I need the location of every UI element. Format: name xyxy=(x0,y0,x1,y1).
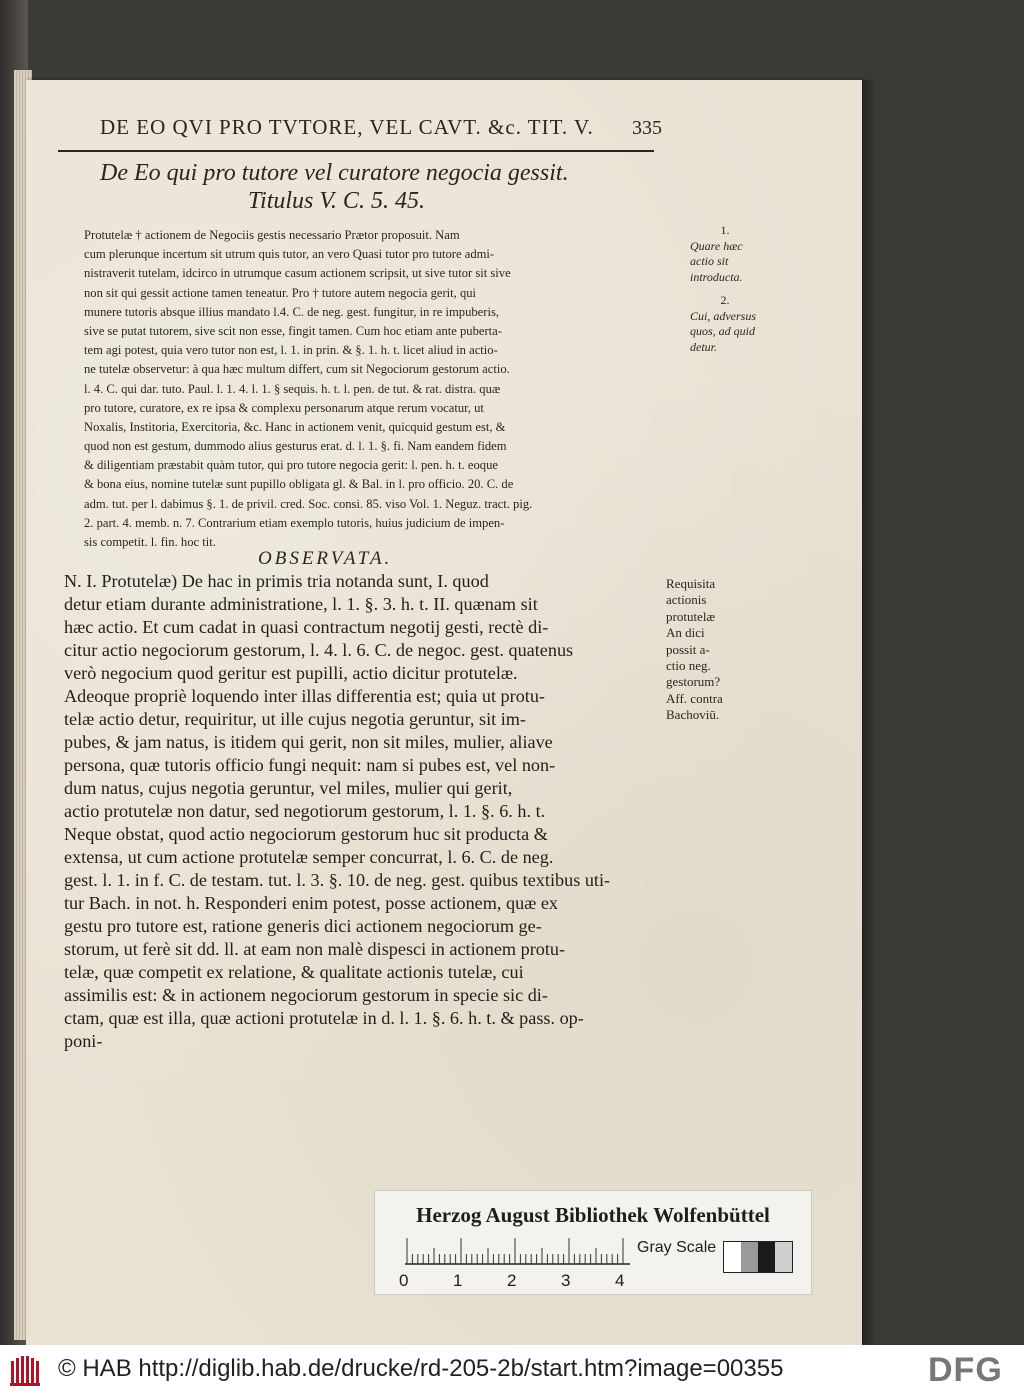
body-line: verò negocium quod geritur est pupilli, actio dicitur protutelæ. xyxy=(64,663,518,683)
intro-line: quod non est gestum, dummodo alius gesturus erat. d. l. 1. §. fi. Nam eandem fidem xyxy=(84,439,507,454)
gray-swatch xyxy=(724,1242,741,1272)
intro-line: Noxalis, Institoria, Exercitoria, &c. Hanc in actionem venit, quicquid gestum est, & xyxy=(84,419,506,434)
body-line: N. I. Protutelæ) De hac in primis tria notanda sunt, I. quod xyxy=(64,571,489,591)
section-heading: OBSERVATA. xyxy=(258,548,393,569)
ruler-number: 1 xyxy=(453,1271,463,1290)
body-text xyxy=(64,570,660,1053)
gray-swatch xyxy=(758,1242,775,1272)
intro-line: 2. part. 4. memb. n. 7. Contrarium etiam exemplo tutoris, huius judicium de impen- xyxy=(84,515,505,530)
footer-url[interactable]: © HAB http://diglib.hab.de/drucke/rd-205-2b/start.htm?image=00355 xyxy=(58,1355,784,1382)
hab-logo-icon xyxy=(10,1355,40,1387)
dfg-logo: DFG xyxy=(928,1351,1003,1389)
body-line: dum natus, cujus negotia geruntur, vel miles, mulier qui gerit, xyxy=(64,778,513,798)
body-line: citur actio negociorum gestorum, l. 4. l. 6. C. de negoc. gest. quatenus xyxy=(64,640,574,660)
gray-swatch xyxy=(775,1242,792,1272)
intro-line: cum plerunque incertum sit utrum quis tutor, an vero Quasi tutor pro tutore admi- xyxy=(84,247,495,262)
intro-line: adm. tut. per l. dabimus §. 1. de privil. cred. Soc. consi. 85. viso Vol. 1. Neguz. tract. pig. xyxy=(84,496,533,511)
intro-line: l. 4. C. qui dar. tuto. Paul. l. 1. 4. l. 1. § sequis. h. t. l. pen. de tut. & rat. distra. quæ xyxy=(84,381,501,396)
body-line: telæ actio detur, requiritur, ut ille cujus negotia geruntur, sit im- xyxy=(64,709,526,729)
body-line: Neque obstat, quod actio negociorum gestorum huc sit producta & xyxy=(64,824,548,844)
gray-scale-label: Gray Scale xyxy=(637,1239,717,1256)
scale-ruler xyxy=(405,1236,630,1266)
intro-line: pro tutore, curatore, ex re ipsa & complexu personarum atque rerum vocatur, ut xyxy=(84,400,484,415)
body-line: persona, quæ tutoris officio fungi nequit: nam si pubes est, vel non- xyxy=(64,755,556,775)
gray-swatch xyxy=(741,1242,758,1272)
intro-paragraph xyxy=(84,226,660,552)
library-name: Herzog August Bibliothek Wolfenbüttel xyxy=(416,1203,770,1227)
intro-line: sis competit. l. fin. hoc tit. xyxy=(84,535,216,549)
body-line: gestu pro tutore est, ratione generis dici actionem negociorum ge- xyxy=(64,916,542,936)
body-line: hæc actio. Et cum cadat in quasi contractum negotij gesti, rectè di- xyxy=(64,617,549,637)
body-line: telæ, quæ competit ex relatione, & qualitate actionis tutelæ, cui xyxy=(64,962,524,982)
body-line: tur Bach. in not. h. Responderi enim potest, posse actionem, quæ ex xyxy=(64,893,559,913)
ruler-number: 0 xyxy=(399,1271,409,1290)
intro-line: nistraverit tutelam, idcirco in utrumque casum actionem scripsit, ut sive tutor sit sive xyxy=(84,266,511,281)
intro-line: sive se putat tutorem, sive scit non esse, fingit tamen. Cum hoc etiam ante puberta- xyxy=(84,323,502,338)
intro-line: munere tutoris absque illius mandato l.4. C. de neg. gest. fungitur, in re impuberis, xyxy=(84,304,500,319)
body-line: actio protutelæ non datur, sed negotiorum gestorum, l. 1. §. 6. h. t. xyxy=(64,801,546,821)
body-line: detur etiam durante administratione, l. 1. §. 3. h. t. II. quænam sit xyxy=(64,594,538,614)
intro-line: & bona eius, nomine tutelæ sunt pupillo obligata gl. & Bal. in l. pro officio. 20. C. de xyxy=(84,477,514,492)
ruler-number: 2 xyxy=(507,1271,517,1290)
margin-note-number: 1. xyxy=(720,223,730,237)
intro-line: & diligentiam præstabit quàm tutor, qui pro tutore negocia gerit: l. pen. h. t. eoque xyxy=(84,458,498,473)
body-line: gest. l. 1. in f. C. de testam. tut. l. 3. §. 10. de neg. gest. quibus textibus uti- xyxy=(64,870,611,890)
margin-note-number: 2. xyxy=(720,293,730,307)
intro-line: Protutelæ † actionem de Negociis gestis necessario Prætor proposuit. Nam xyxy=(84,228,460,242)
margin-note-line: Requisita xyxy=(666,576,716,591)
page-shadow xyxy=(862,80,876,1345)
margin-note-line: An dici xyxy=(666,625,705,641)
margin-note-line: ctio neg. xyxy=(666,658,711,674)
ruler-number: 4 xyxy=(615,1271,625,1290)
margin-note-text: Cui, adversus quos, ad quid detur. xyxy=(690,308,756,354)
running-head: DE EO QVI PRO TVTORE, VEL CAVT. &c. TIT. V. xyxy=(100,115,594,139)
gray-scale-swatches xyxy=(723,1241,793,1273)
intro-line: ne tutelæ observetur: à qua hæc multum differt, cum sit Negociorum gestorum actio. xyxy=(84,362,510,377)
margin-note-text: Quare hæc actio sit introducta. xyxy=(690,238,743,284)
margin-note-line: actionis xyxy=(666,592,707,608)
margin-note-line: Aff. contra xyxy=(666,690,723,706)
page-number: 335 xyxy=(632,117,662,139)
body-line: pubes, & jam natus, is itidem qui gerit, non sit miles, mulier, aliave xyxy=(64,732,553,752)
body-line: storum, ut ferè sit dd. ll. at eam non malè dispesci in actionem protu- xyxy=(64,939,566,959)
header-rule xyxy=(58,150,654,152)
library-label xyxy=(374,1190,812,1295)
body-line: extensa, ut cum actione protutelæ semper concurrat, l. 6. C. de neg. xyxy=(64,847,554,867)
margin-note-line: possit a- xyxy=(666,641,710,657)
margin-note-line: Bachoviū. xyxy=(666,707,720,723)
intro-line: tem agi potest, quia vero tutor non est, l. 1. in prin. & §. 1. h. t. licet aliud in actio- xyxy=(84,343,498,358)
intro-line: non sit qui gessit actione tamen teneatur. Pro † tutore autem negocia gerit, qui xyxy=(84,285,477,300)
margin-notes-lower xyxy=(666,576,756,724)
margin-note-line: gestorum? xyxy=(666,674,721,690)
chapter-title: De Eo qui pro tutore vel curatore negocia gessit. xyxy=(100,160,569,186)
chapter-subtitle: Titulus V. C. 5. 45. xyxy=(248,188,425,214)
body-line: Adeoque propriè loquendo inter illas differentia est; quia ut protu- xyxy=(64,686,545,706)
body-line: ctam, quæ est illa, quæ actioni protutelæ in d. l. 1. §. 6. h. t. & pass. op- xyxy=(64,1008,584,1028)
body-line: assimilis est: & in actionem negociorum gestorum in specie sic di- xyxy=(64,985,548,1005)
margin-note-line: protutelæ xyxy=(666,608,716,624)
margin-notes-upper xyxy=(690,223,760,355)
ruler-number: 3 xyxy=(561,1271,571,1290)
footer-bar xyxy=(0,1345,1024,1397)
body-line: poni- xyxy=(64,1031,103,1051)
